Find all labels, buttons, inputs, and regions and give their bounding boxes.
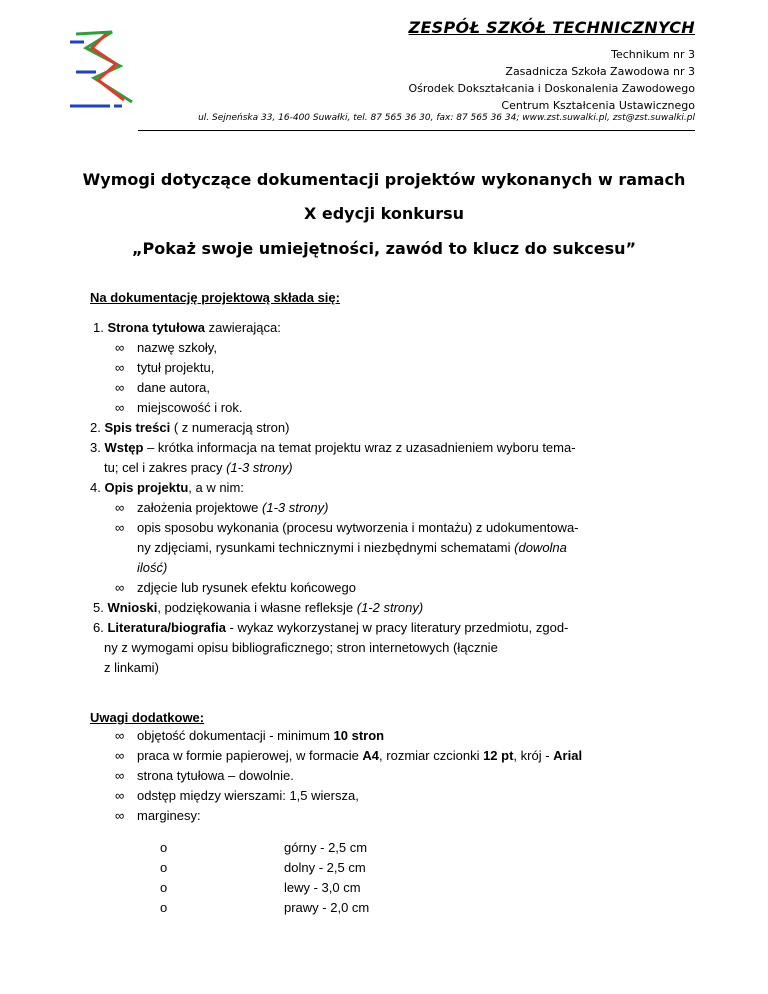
list-item-6: 6. Literatura/biografia - wykaz wykorzystanej w pracy literatury przedmiotu, zgod- [93, 620, 569, 635]
margin-marker: o [160, 900, 168, 915]
list-subitem: ∞ tytuł projektu, [115, 360, 215, 375]
section1-heading: Na dokumentację projektową składa się: [90, 290, 340, 305]
list-subitem-cont: ilość) [137, 560, 168, 575]
note-item: ∞ strona tytułowa – dowolnie. [115, 768, 294, 783]
unit-oddz: Ośrodek Dokształcania i Doskonalenia Zawodowego [408, 82, 695, 95]
unit-zsz: Zasadnicza Szkoła Zawodowa nr 3 [505, 65, 695, 78]
margin-right: prawy - 2,0 cm [284, 900, 370, 915]
note-item: ∞ marginesy: [115, 808, 201, 823]
unit-technikum: Technikum nr 3 [611, 48, 695, 61]
logo-green-zigzag [76, 32, 132, 102]
section2-heading: Uwagi dodatkowe: [90, 710, 205, 725]
list-item-6-cont: ny z wymogami opisu bibliograficznego; stron internetowych (łącznie [104, 640, 498, 655]
list-item-3: 3. Wstęp – krótka informacja na temat projektu wraz z uzasadnieniem wyboru tema- [90, 440, 576, 455]
doc-title-line2: X edycji konkursu [303, 204, 465, 223]
school-address: ul. Sejneńska 33, 16-400 Suwałki, tel. 87 565 36 30, fax: 87 565 36 34; www.zst.suwalki.pl, zst@zst.suwalki.pl [198, 113, 695, 123]
school-name: ZESPÓŁ SZKÓŁ TECHNICZNYCH [408, 18, 695, 37]
list-item-1: 1. Strona tytułowa zawierająca: [93, 320, 281, 335]
note-item: ∞ praca w formie papierowej, w formacie A4, rozmiar czcionki 12 pt, krój - Arial [115, 748, 583, 763]
list-subitem: ∞ dane autora, [115, 380, 211, 395]
list-subitem: ∞ opis sposobu wykonania (procesu wytworzenia i montażu) z udokumentowa- [115, 520, 579, 535]
header-rule [138, 130, 695, 131]
list-item-4: 4. Opis projektu, a w nim: [90, 480, 244, 495]
margin-marker: o [160, 880, 168, 895]
list-item-3-cont: tu; cel i zakres pracy (1-3 strony) [104, 460, 293, 475]
note-item: ∞ odstęp między wierszami: 1,5 wiersza, [115, 788, 359, 803]
margin-bottom: dolny - 2,5 cm [284, 860, 366, 875]
doc-title-line1: Wymogi dotyczące dokumentacji projektów wykonanych w ramach [82, 170, 686, 189]
margin-marker: o [160, 840, 168, 855]
list-item-5: 5. Wnioski, podziękowania i własne refleksje (1-2 strony) [93, 600, 424, 615]
list-subitem: ∞ nazwę szkoły, [115, 340, 217, 355]
list-subitem: ∞ miejscowość i rok. [115, 400, 243, 415]
school-logo [70, 26, 142, 112]
margin-left: lewy - 3,0 cm [284, 880, 361, 895]
note-item: ∞ objętość dokumentacji - minimum 10 stron [115, 728, 385, 743]
list-item-6-cont: z linkami) [104, 660, 159, 675]
list-subitem-cont: ny zdjęciami, rysunkami technicznymi i niezbędnymi schematami (dowolna [137, 540, 567, 555]
list-subitem: ∞ zdjęcie lub rysunek efektu końcowego [115, 580, 356, 595]
unit-cku: Centrum Kształcenia Ustawicznego [501, 99, 695, 112]
margin-top: górny - 2,5 cm [284, 840, 368, 855]
list-item-2: 2. Spis treści ( z numeracją stron) [90, 420, 290, 435]
doc-title-line3: „Pokaż swoje umiejętności, zawód to klucz do sukcesu” [132, 239, 636, 258]
margin-marker: o [160, 860, 168, 875]
list-subitem: ∞ założenia projektowe (1-3 strony) [115, 500, 329, 515]
